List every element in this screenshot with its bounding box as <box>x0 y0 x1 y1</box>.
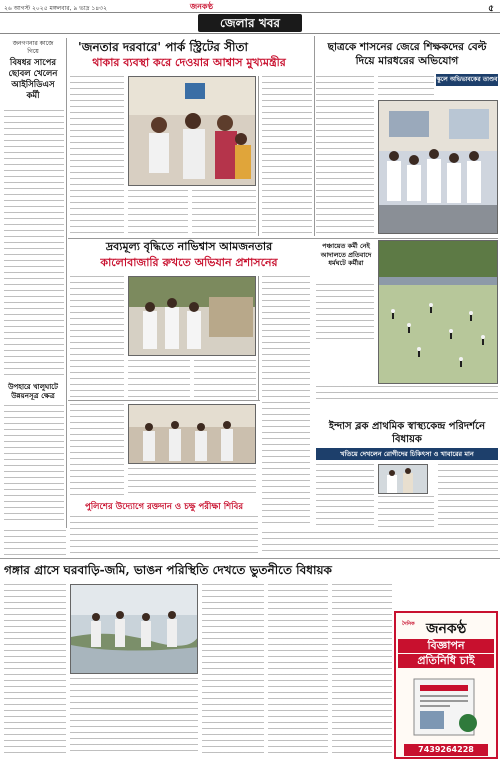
left-story-kicker: জনগণনার কাজে গিয়ে <box>12 40 54 55</box>
janata-headline-a: 'জনতার দরবারে' পার্ক স্ট্রিটের সীতা <box>78 40 248 54</box>
ganga-body-col1 <box>4 584 66 756</box>
police-body-col1 <box>70 404 124 498</box>
ganga-body-col5 <box>332 584 392 756</box>
price-body-col2 <box>128 360 190 398</box>
school-photo <box>378 100 498 234</box>
ad-brand: জনকণ্ঠ <box>426 621 467 637</box>
health-headline: ইন্দাস ব্লক প্রাথমিক স্বাস্থ্যকেন্দ্র পরিদর্শনে বিধায়ক <box>328 421 486 445</box>
janata-body-col4 <box>262 76 312 236</box>
price-headline-a: দ্রব্যমূল্য বৃদ্ধিতে নাভিশ্বাস আমজনতার <box>105 240 273 253</box>
field-photo <box>378 240 498 384</box>
health-photo <box>378 464 428 494</box>
ad-line-2: প্রতিনিধি চাই <box>398 654 494 668</box>
price-photo <box>128 276 256 356</box>
masthead <box>0 0 500 36</box>
price-body-col5 <box>262 276 310 398</box>
mid-rule <box>68 238 498 239</box>
school-headline: ছাত্রকে শাসনের জেরে শিক্ষকদের বেল্ট দিয়ে মারধরের অভিযোগ <box>327 41 487 67</box>
health-body-col1 <box>262 402 310 528</box>
police-body-col2 <box>128 468 256 498</box>
janata-photo <box>128 76 256 186</box>
police-rule <box>68 400 260 401</box>
left-divider <box>66 38 67 528</box>
janata-body-col2 <box>128 190 188 236</box>
left-story-body <box>4 110 64 378</box>
price-body-col4 <box>194 360 256 398</box>
panchayat-headline: পঞ্চায়েত কর্মী নেই আদালতে প্রতিবাদে ধর্মঘটে কর্মীরা <box>320 242 372 267</box>
janata-body-col3 <box>192 190 256 236</box>
left-bottom-body <box>4 530 66 556</box>
right-bottom-body <box>262 532 498 556</box>
section-banner <box>0 12 500 34</box>
left-sub-headline: উপহারে খালুঘাটে উন্নয়নসূত্র ক্ষেত্র <box>8 382 58 400</box>
newspaper-bundle-icon <box>406 673 486 741</box>
police-headline: পুলিশের উদ্যোগে রক্তদান ও চক্ষু পরীক্ষা শিবির <box>84 502 244 512</box>
field-caption <box>316 386 498 404</box>
ad-line-1: বিজ্ঞাপন <box>398 639 494 653</box>
janata-body-col1 <box>70 76 124 236</box>
janata-divider <box>258 76 259 236</box>
school-body-col1 <box>316 76 374 234</box>
police-body-wide <box>70 516 258 556</box>
health-bar: খতিয়ে দেখলেন রোগীদের চিকিৎসা ও খাবারের মান <box>316 448 498 460</box>
panchayat-body <box>316 284 374 344</box>
newspaper-logo: জনকণ্ঠ <box>190 2 214 11</box>
health-body-col2 <box>316 464 374 530</box>
ad-daily-label: দৈনিক <box>402 621 415 627</box>
page-number: ৫ <box>488 4 494 14</box>
left-sub-body <box>4 405 64 523</box>
bottom-rule <box>0 558 500 559</box>
price-divider <box>258 276 259 400</box>
top-right-rule <box>314 36 315 236</box>
health-body-col3 <box>378 496 434 530</box>
ganga-body-col2 <box>70 678 198 756</box>
ganga-body-col3 <box>202 584 264 756</box>
health-body-col4 <box>438 464 498 530</box>
ganga-body-col4 <box>268 584 328 756</box>
police-photo <box>128 404 256 464</box>
section-title: জেলার খবর <box>198 14 302 32</box>
ganga-photo <box>70 584 198 674</box>
school-photo-tag: স্কুলে অভিভাবকের তাণ্ডব <box>436 74 498 86</box>
price-headline-b: কালোবাজারি রুখতে অভিযান প্রশাসনের <box>100 256 278 269</box>
advertisement[interactable] <box>394 611 498 759</box>
school-body-col2 <box>378 76 434 98</box>
price-body-col1 <box>70 276 124 398</box>
janata-headline-b: থাকার ব্যবস্থা করে দেওয়ার আশ্বাস মুখ্যমন্ত্রীর <box>92 56 286 69</box>
left-story-headline: বিষধর সাপের ছোবল খেলেন আইসিডিএস কর্মী <box>8 58 58 101</box>
ganga-headline: গঙ্গার গ্রাসে ঘরবাড়ি-জমি, ভাঙন পরিস্থিতি দেখতে ভুতনীতে বিধায়ক <box>4 563 332 577</box>
issue-date: ২৬ আগস্ট ২০২৫ মঙ্গলবার, ৯ ভাদ্র ১৪৩২ <box>4 5 107 12</box>
ad-phone[interactable]: 7439264228 <box>404 744 488 756</box>
